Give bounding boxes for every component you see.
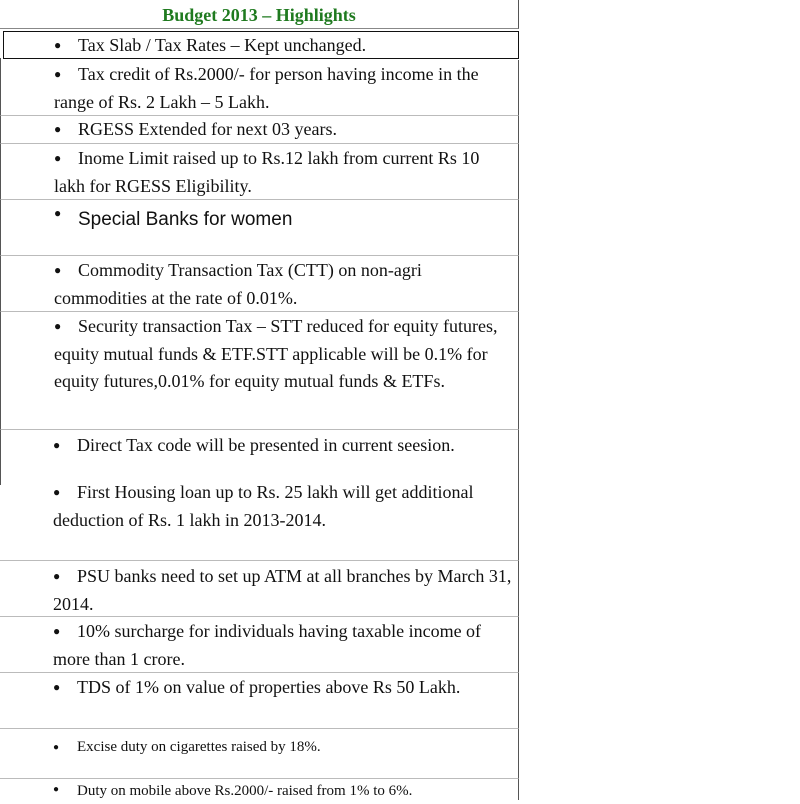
bullet-icon: ● <box>54 67 62 81</box>
list-item <box>0 779 519 800</box>
page-title: Budget 2013 – Highlights <box>0 0 519 29</box>
bullet-icon: ● <box>53 742 60 753</box>
item-text: Inome Limit raised up to Rs.12 lakh from current Rs 10 lakh for RGESS Eligibility. <box>54 148 480 196</box>
bullet-icon: ● <box>54 151 62 165</box>
item-text: Security transaction Tax – STT reduced for equity futures, equity mutual funds & ETF.STT applicable will be 0.1% for equity futures,0.01% for equity mutual funds & ETFs. <box>54 316 498 391</box>
list-item <box>0 673 519 729</box>
list-item <box>0 478 519 561</box>
bullet-icon: ● <box>54 319 62 333</box>
item-text: First Housing loan up to Rs. 25 lakh will get additional deduction of Rs. 1 lakh in 2013-2014. <box>53 482 474 530</box>
list-item <box>0 144 519 200</box>
list-item <box>0 729 519 779</box>
list-item <box>3 31 519 59</box>
item-text: PSU banks need to set up ATM at all branches by March 31, 2014. <box>53 566 512 614</box>
list-item <box>0 561 519 617</box>
bullet-icon: ● <box>53 624 61 638</box>
item-text: Commodity Transaction Tax (CTT) on non-agri commodities at the rate of 0.01%. <box>54 260 422 308</box>
bullet-icon: ● <box>53 569 61 583</box>
bullet-icon: ● <box>53 680 61 694</box>
bullet-icon: ● <box>54 206 62 220</box>
list-item <box>0 256 519 312</box>
item-text: Special Banks for women <box>78 209 293 230</box>
item-text: Duty on mobile above Rs.2000/- raised from 1% to 6%. <box>77 783 413 799</box>
list-item <box>0 617 519 673</box>
item-text: 10% surcharge for individuals having taxable income of more than 1 crore. <box>53 621 482 669</box>
bullet-icon: ● <box>54 263 62 277</box>
list-item <box>0 116 519 144</box>
bullet-icon: ● <box>53 784 60 795</box>
list-item <box>0 312 519 430</box>
bullet-icon: ● <box>54 38 62 52</box>
item-text: RGESS Extended for next 03 years. <box>78 119 337 139</box>
item-text: Tax Slab / Tax Rates – Kept unchanged. <box>78 35 367 55</box>
item-text: Excise duty on cigarettes raised by 18%. <box>77 739 321 755</box>
item-text: Tax credit of Rs.2000/- for person having income in the range of Rs. 2 Lakh – 5 Lakh. <box>54 64 479 112</box>
item-text: TDS of 1% on value of properties above Rs 50 Lakh. <box>77 677 461 697</box>
list-item <box>0 200 519 256</box>
list-item <box>0 60 519 116</box>
item-text: Direct Tax code will be presented in current seesion. <box>77 435 455 455</box>
list-item <box>0 430 519 478</box>
bullet-icon: ● <box>54 122 62 136</box>
bullet-icon: ● <box>53 438 61 452</box>
bullet-icon: ● <box>53 485 61 499</box>
